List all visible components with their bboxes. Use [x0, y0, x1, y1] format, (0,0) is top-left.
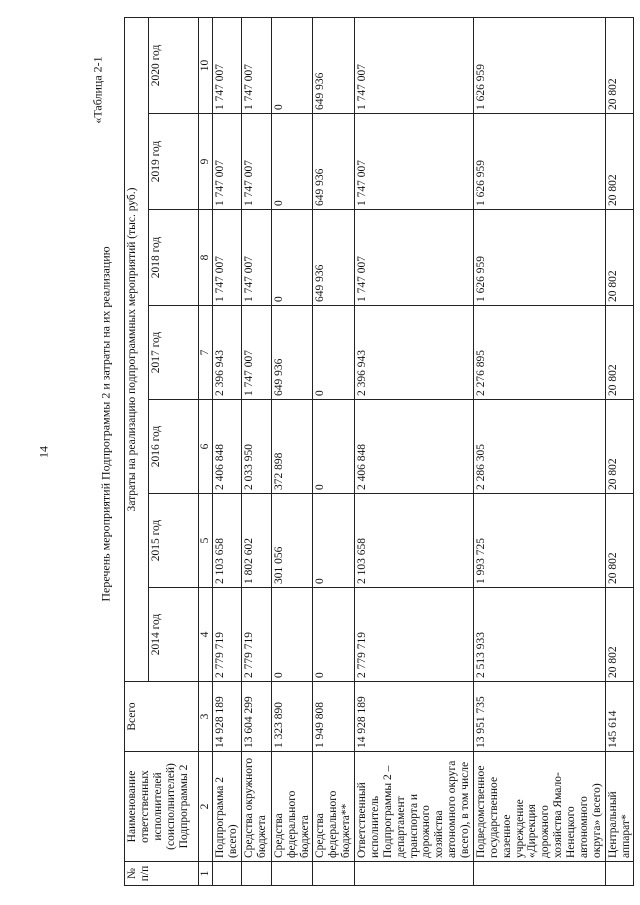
row-num-cell [241, 862, 271, 886]
row-num-cell [605, 862, 634, 886]
table-container [124, 18, 632, 886]
col-number: 10 [199, 17, 213, 113]
row-value: 20 802 [605, 210, 634, 306]
row-value: 1 747 007 [213, 17, 242, 113]
col-number: 9 [199, 114, 213, 210]
row-num-cell [473, 862, 605, 886]
row-value: 2 286 305 [473, 400, 605, 494]
row-name: Подпрограмма 2 (всего) [213, 752, 242, 862]
row-value: 0 [313, 306, 355, 400]
table-row [355, 17, 474, 885]
row-value: 1 747 007 [213, 210, 242, 306]
header-year: 2020 год [149, 17, 199, 113]
column-number-row [199, 17, 213, 885]
table-row [605, 17, 634, 885]
row-num-cell [313, 862, 355, 886]
row-total: 13 951 735 [473, 682, 605, 752]
row-value: 1 747 007 [355, 17, 474, 113]
page-number: 14 [36, 446, 51, 458]
row-num-cell [271, 862, 313, 886]
header-year: 2014 год [149, 588, 199, 682]
rotated-table [124, 18, 632, 886]
row-value: 1 747 007 [355, 114, 474, 210]
row-value: 20 802 [605, 114, 634, 210]
row-value: 2 779 719 [241, 588, 271, 682]
col-number: 8 [199, 210, 213, 306]
row-total: 1 949 808 [313, 682, 355, 752]
row-value: 2 513 933 [473, 588, 605, 682]
col-number: 3 [199, 682, 213, 752]
header-costs: Затраты на реализацию подпрограммных мероприятий (тыс. руб.) [125, 17, 149, 681]
table-row [213, 17, 242, 885]
header-name: Наименование ответственных исполнителей (соисполнителей) Подпрограммы 2 [125, 752, 199, 862]
row-total: 14 928 189 [355, 682, 474, 752]
header-year: 2017 год [149, 306, 199, 400]
col-number: 1 [199, 862, 213, 886]
row-name: Средства окружного бюджета [241, 752, 271, 862]
row-value: 1 802 602 [241, 494, 271, 588]
row-value: 1 626 959 [473, 17, 605, 113]
col-number: 6 [199, 400, 213, 494]
table-caption: «Таблица 2-1 [90, 56, 105, 124]
row-num-cell [213, 862, 242, 886]
row-value: 2 779 719 [355, 588, 474, 682]
row-value: 1 993 725 [473, 494, 605, 588]
row-value: 1 626 959 [473, 114, 605, 210]
row-value: 1 747 007 [241, 210, 271, 306]
row-value: 0 [271, 588, 313, 682]
row-value: 1 747 007 [241, 114, 271, 210]
row-value: 2 779 719 [213, 588, 242, 682]
row-value: 20 802 [605, 588, 634, 682]
row-value: 649 936 [313, 114, 355, 210]
row-name: Средства федерального бюджета** [313, 752, 355, 862]
costs-table [124, 17, 634, 886]
row-value: 20 802 [605, 400, 634, 494]
row-value: 2 103 658 [355, 494, 474, 588]
row-value: 20 802 [605, 17, 634, 113]
col-number: 4 [199, 588, 213, 682]
col-number: 2 [199, 752, 213, 862]
header-total: Всего [125, 682, 199, 752]
row-value: 0 [271, 17, 313, 113]
row-name: Ответственный исполнитель Подпрограммы 2 – департамент транспорта и дорожного хозяйства автономного округа (всего), в том числе [355, 752, 474, 862]
header-year: 2016 год [149, 400, 199, 494]
row-value: 649 936 [313, 17, 355, 113]
table-row [241, 17, 271, 885]
row-value: 2 033 950 [241, 400, 271, 494]
row-value: 372 898 [271, 400, 313, 494]
row-value: 0 [313, 400, 355, 494]
row-total: 145 614 [605, 682, 634, 752]
row-total: 1 323 890 [271, 682, 313, 752]
row-num-cell [355, 862, 474, 886]
row-value: 0 [313, 588, 355, 682]
row-value: 1 747 007 [213, 114, 242, 210]
table-row [313, 17, 355, 885]
row-total: 14 928 189 [213, 682, 242, 752]
row-value: 2 406 848 [355, 400, 474, 494]
row-value: 301 056 [271, 494, 313, 588]
header-year: 2018 год [149, 210, 199, 306]
header-year: 2015 год [149, 494, 199, 588]
header-row-1 [125, 17, 149, 885]
row-value: 20 802 [605, 494, 634, 588]
row-value: 649 936 [313, 210, 355, 306]
row-value: 2 406 848 [213, 400, 242, 494]
col-number: 7 [199, 306, 213, 400]
row-value: 2 103 658 [213, 494, 242, 588]
row-value: 2 276 895 [473, 306, 605, 400]
row-value: 2 396 943 [213, 306, 242, 400]
row-value: 20 802 [605, 306, 634, 400]
row-name: Средства федерального бюджета [271, 752, 313, 862]
row-value: 649 936 [271, 306, 313, 400]
header-year: 2019 год [149, 114, 199, 210]
row-value: 0 [313, 494, 355, 588]
table-row [473, 17, 605, 885]
row-value: 1 747 007 [241, 306, 271, 400]
row-value: 0 [271, 210, 313, 306]
table-row [271, 17, 313, 885]
col-number: 5 [199, 494, 213, 588]
document-title: Перечень мероприятий Подпрограммы 2 и затраты на их реализацию [98, 246, 113, 602]
row-total: 13 604 299 [241, 682, 271, 752]
row-value: 2 396 943 [355, 306, 474, 400]
row-name: Центральный аппарат* [605, 752, 634, 862]
header-num: № п/п [125, 862, 199, 886]
row-value: 1 747 007 [355, 210, 474, 306]
row-value: 0 [271, 114, 313, 210]
row-name: Подведомственное государственное казенное учреждение «Дирекция дорожного хозяйства Ямало-Ненецкого автономного округа» (всего) [473, 752, 605, 862]
row-value: 1 747 007 [241, 17, 271, 113]
row-value: 1 626 959 [473, 210, 605, 306]
